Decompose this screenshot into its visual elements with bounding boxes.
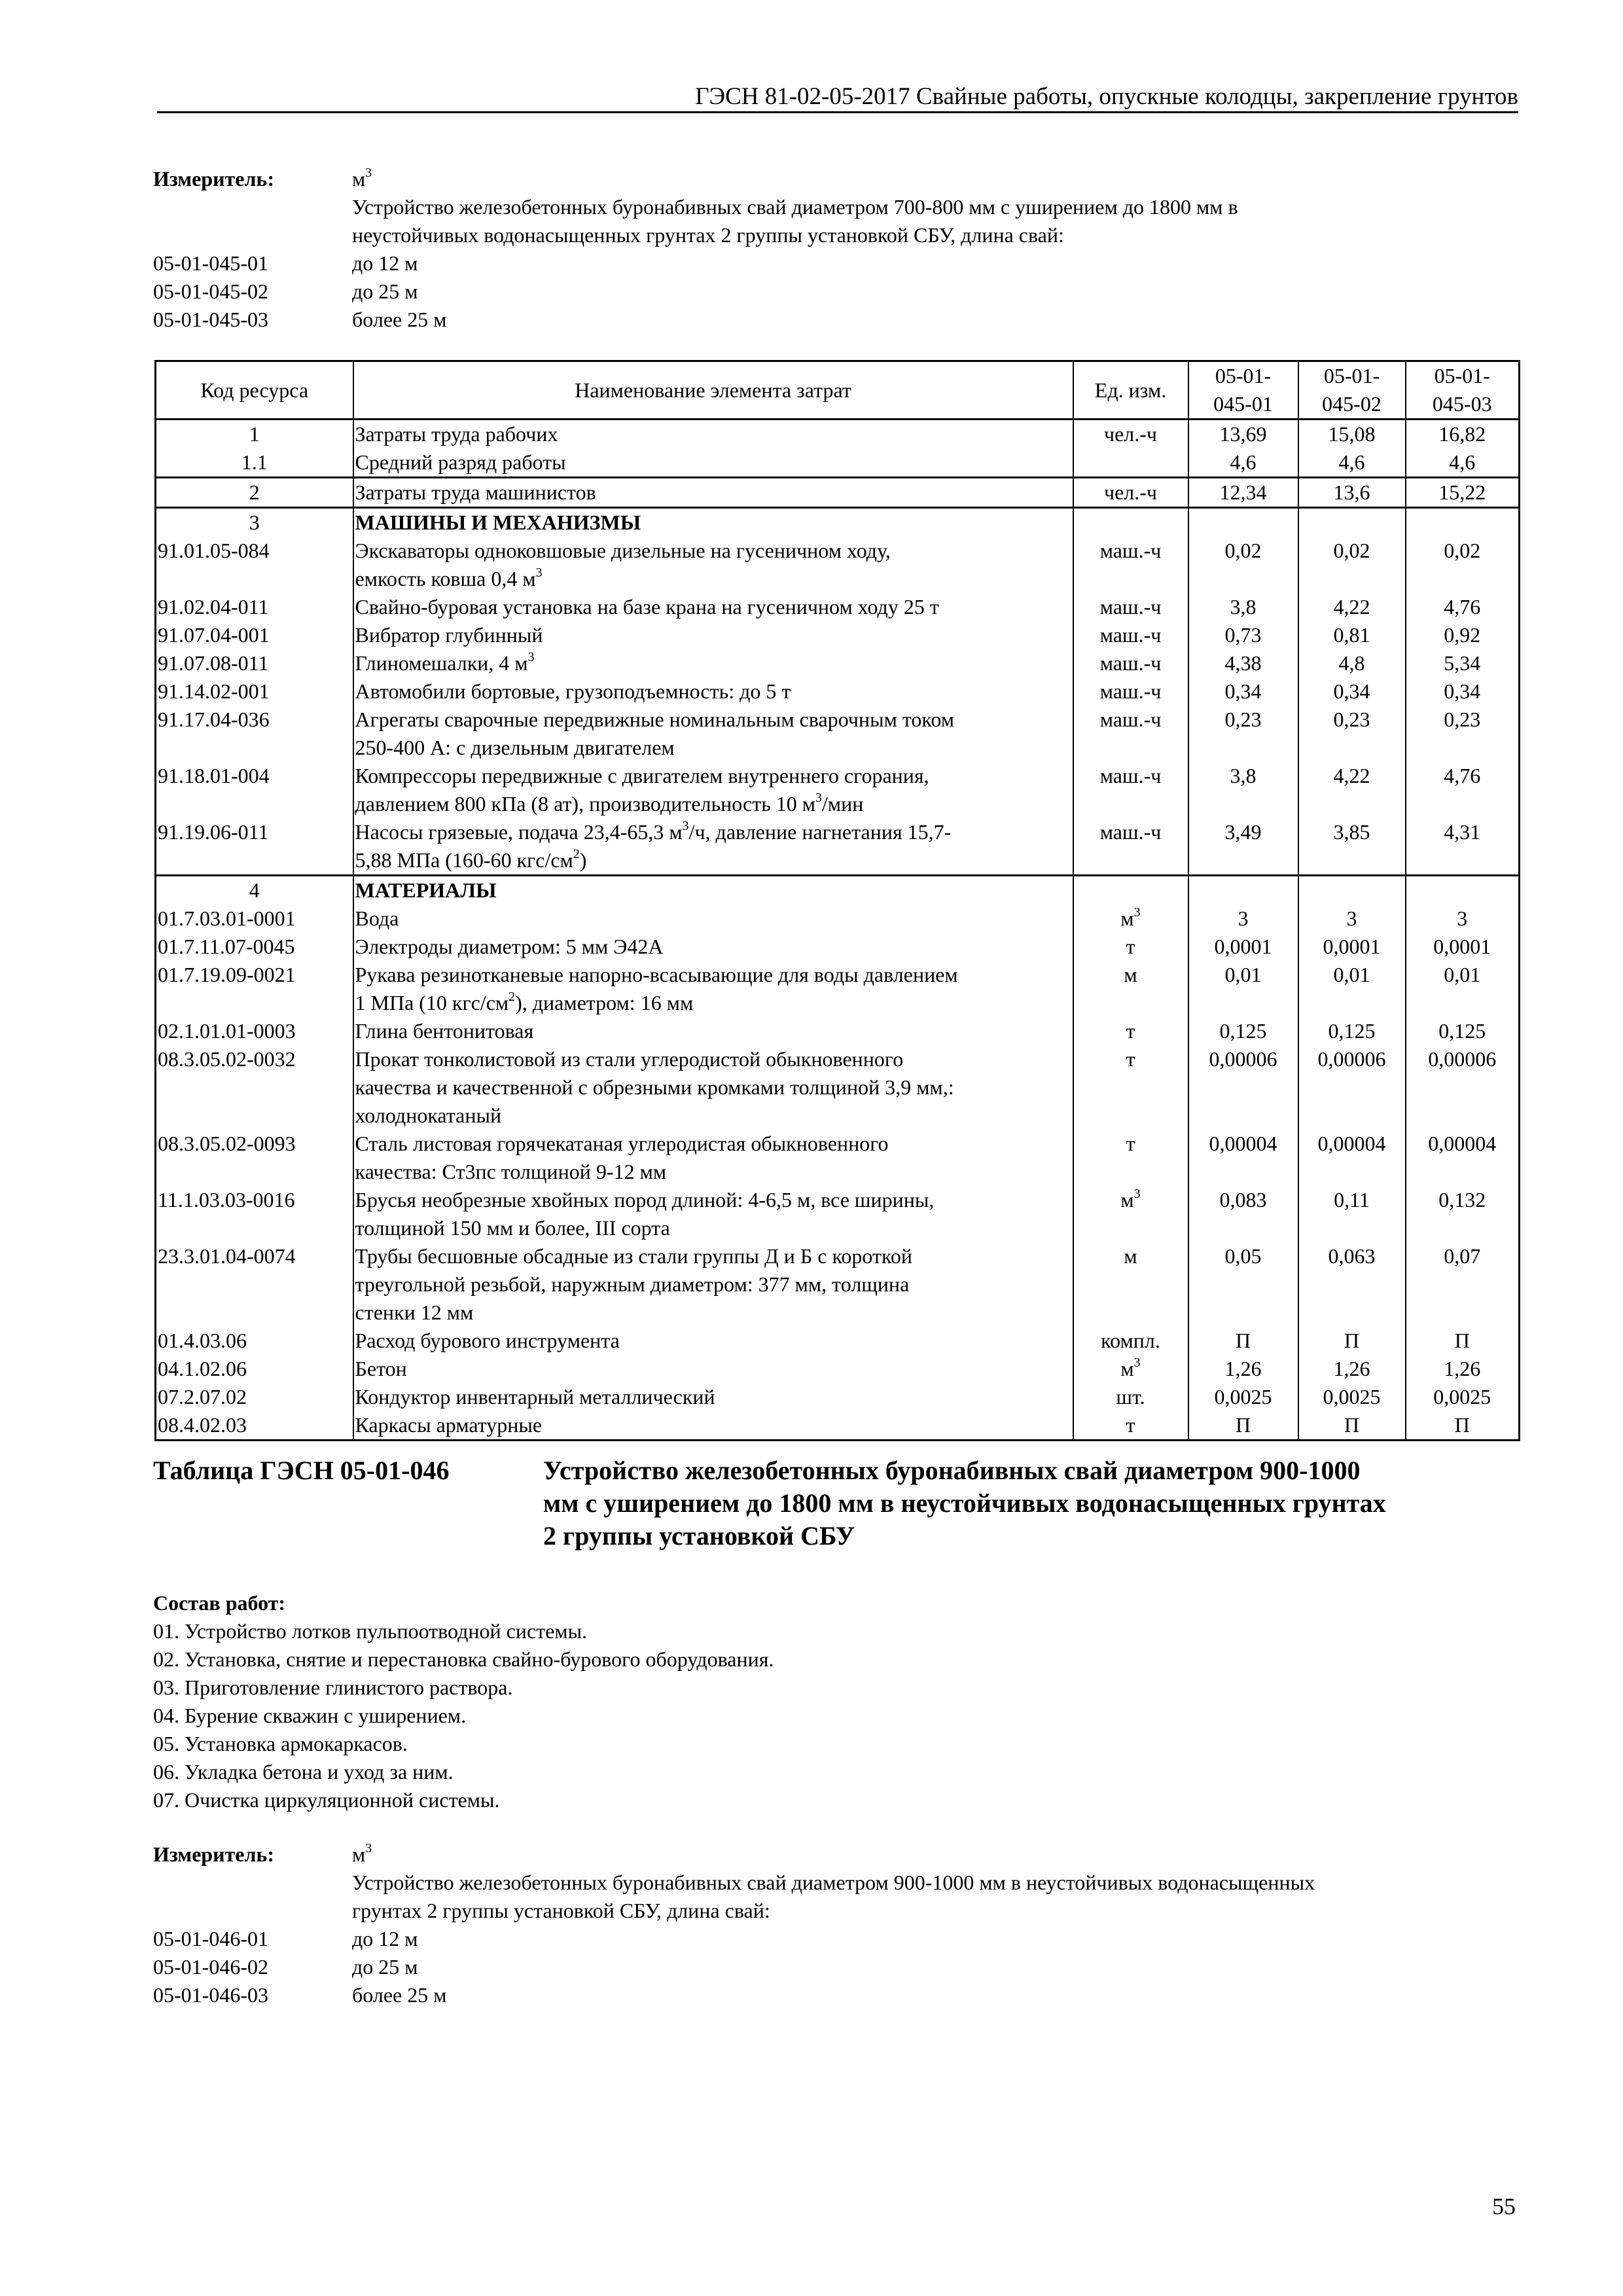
resource-unit: шт. bbox=[1073, 1383, 1188, 1411]
resource-unit: маш.-ч bbox=[1073, 621, 1188, 649]
measure-item-text: до 25 м bbox=[352, 279, 418, 303]
resource-value: 0,0025 bbox=[1406, 1383, 1520, 1411]
work-composition bbox=[153, 1589, 1518, 1814]
resource-unit bbox=[1073, 508, 1188, 537]
measure-item bbox=[153, 1981, 1518, 2009]
resource-name: Свайно-буровая установка на базе крана на гусеничном ходу 25 т bbox=[353, 593, 1073, 621]
resource-code: 91.19.06-011 bbox=[156, 818, 353, 876]
resource-unit: маш.-ч bbox=[1073, 818, 1188, 876]
measure-description-line: Устройство железобетонных буронабивных свай диаметром 900-1000 мм в неустойчивых водонасыщенных bbox=[352, 1871, 1315, 1894]
resource-code: 08.4.02.03 bbox=[156, 1411, 353, 1441]
resource-name: Насосы грязевые, подача 23,4-65,3 $м^3/ч$, давление нагнетания 15,7- 5,88 МПа (160-60 кгс/$см^2$) bbox=[353, 818, 1073, 876]
resource-value: 0,01 bbox=[1406, 961, 1520, 1017]
measure-unit: $м^3$ bbox=[352, 166, 372, 190]
table-row bbox=[156, 537, 1520, 593]
resource-code: 91.14.02-001 bbox=[156, 677, 353, 706]
resource-unit: т bbox=[1073, 1130, 1188, 1186]
resource-name: Расход бурового инструмента bbox=[353, 1327, 1073, 1355]
table-row bbox=[156, 649, 1520, 677]
resource-name: Средний разряд работы bbox=[353, 448, 1073, 478]
resource-value: 16,82 bbox=[1406, 420, 1520, 449]
resource-name: Автомобили бортовые, грузоподъемность: до 5 т bbox=[353, 677, 1073, 706]
resource-code: 01.7.03.01-0001 bbox=[156, 905, 353, 933]
resource-value: 0,02 bbox=[1188, 537, 1298, 593]
resource-unit: компл. bbox=[1073, 1327, 1188, 1355]
resource-value: 0,125 bbox=[1406, 1017, 1520, 1045]
resource-code: 01.4.03.06 bbox=[156, 1327, 353, 1355]
header-col-2: 05-01- 045-02 bbox=[1298, 361, 1406, 420]
resource-unit: маш.-ч bbox=[1073, 649, 1188, 677]
work-item: 04. Бурение скважин с уширением. bbox=[153, 1704, 467, 1727]
resource-unit: маш.-ч bbox=[1073, 706, 1188, 762]
resource-value: 3,85 bbox=[1298, 818, 1406, 876]
table-group-row bbox=[156, 876, 1520, 905]
resource-value: П bbox=[1188, 1327, 1298, 1355]
table-row bbox=[156, 1383, 1520, 1411]
resource-code: 91.18.01-004 bbox=[156, 762, 353, 818]
header-col-3: 05-01- 045-03 bbox=[1406, 361, 1520, 420]
resource-value: 1,26 bbox=[1298, 1355, 1406, 1383]
resource-value: 0,23 bbox=[1406, 706, 1520, 762]
table-row bbox=[156, 593, 1520, 621]
resource-name: Бетон bbox=[353, 1355, 1073, 1383]
resource-name: Агрегаты сварочные передвижные номинальным сварочным током 250-400 А: с дизельным двигателем bbox=[353, 706, 1073, 762]
resource-value: 0,00006 bbox=[1188, 1045, 1298, 1130]
measure-description-line: грунтах 2 группы установкой СБУ, длина свай: bbox=[352, 1899, 770, 1922]
resource-value: 15,22 bbox=[1406, 478, 1520, 508]
measure-item bbox=[153, 1925, 1518, 1953]
resource-value: 0,92 bbox=[1406, 621, 1520, 649]
measure-description-line: Устройство железобетонных буронабивных свай диаметром 700-800 мм с уширением до 1800 мм в bbox=[352, 195, 1238, 219]
resource-value: П bbox=[1298, 1411, 1406, 1441]
table-row bbox=[156, 961, 1520, 1017]
resource-value: 0,81 bbox=[1298, 621, 1406, 649]
resource-value: 4,31 bbox=[1406, 818, 1520, 876]
measure-item-code: 05-01-045-02 bbox=[153, 279, 268, 303]
table-row bbox=[156, 762, 1520, 818]
resource-value: П bbox=[1406, 1411, 1520, 1441]
resource-name: Прокат тонколистовой из стали углеродистой обыкновенного качества и качественной с обрезными кромками толщиной 3,9 мм,: холоднокатаный bbox=[353, 1045, 1073, 1130]
measure-item bbox=[153, 278, 1518, 306]
resource-value: 13,69 bbox=[1188, 420, 1298, 449]
measure-label: Измеритель: bbox=[153, 1842, 274, 1866]
measure-item-text: до 25 м bbox=[352, 1955, 418, 1979]
resource-unit: т bbox=[1073, 1045, 1188, 1130]
resource-value: 0,05 bbox=[1188, 1242, 1298, 1327]
resource-value: 5,34 bbox=[1406, 649, 1520, 677]
table-row bbox=[156, 448, 1520, 478]
measure-unit-row bbox=[153, 165, 1518, 193]
resource-value bbox=[1298, 508, 1406, 537]
work-item: 06. Укладка бетона и уход за ним. bbox=[153, 1760, 454, 1784]
table-row bbox=[156, 1186, 1520, 1242]
resource-unit: маш.-ч bbox=[1073, 677, 1188, 706]
resource-code: 91.07.08-011 bbox=[156, 649, 353, 677]
measure-item bbox=[153, 249, 1518, 278]
measure-item-text: до 12 м bbox=[352, 1927, 418, 1950]
resource-value: 0,00004 bbox=[1298, 1130, 1406, 1186]
page-header bbox=[157, 77, 1518, 113]
resource-code: 08.3.05.02-0093 bbox=[156, 1130, 353, 1186]
table-row bbox=[156, 1411, 1520, 1441]
resource-value: 0,02 bbox=[1406, 537, 1520, 593]
resource-unit: маш.-ч bbox=[1073, 537, 1188, 593]
resource-value: 12,34 bbox=[1188, 478, 1298, 508]
resource-name: МАТЕРИАЛЫ bbox=[353, 876, 1073, 905]
resource-value: 0,11 bbox=[1298, 1186, 1406, 1242]
table-group-row bbox=[156, 508, 1520, 537]
resource-value: 0,23 bbox=[1188, 706, 1298, 762]
resource-value: П bbox=[1298, 1327, 1406, 1355]
resource-value: 3,49 bbox=[1188, 818, 1298, 876]
resource-value: 15,08 bbox=[1298, 420, 1406, 449]
resource-name: Затраты труда машинистов bbox=[353, 478, 1073, 508]
resource-code: 2 bbox=[156, 478, 353, 508]
table-title-text: Устройство железобетонных буронабивных свай диаметром 900-1000 мм с уширением до 1800 мм в неустойчивых водонасыщенных грунтах 2 группы установкой СБУ bbox=[543, 1456, 1386, 1551]
measure-label: Измеритель: bbox=[153, 167, 274, 190]
resource-value: 3 bbox=[1406, 905, 1520, 933]
measure-item bbox=[153, 306, 1518, 334]
resource-value: 0,132 bbox=[1406, 1186, 1520, 1242]
table-row bbox=[156, 1242, 1520, 1327]
measure-item-code: 05-01-045-03 bbox=[153, 308, 268, 331]
table-row bbox=[156, 1130, 1520, 1186]
resource-unit bbox=[1073, 876, 1188, 905]
resource-value: 0,063 bbox=[1298, 1242, 1406, 1327]
measure-unit-row bbox=[153, 1840, 1518, 1869]
header-title: ГЭСН 81-02-05-2017 Свайные работы, опускные колодцы, закрепление грунтов bbox=[695, 83, 1518, 110]
resource-value: П bbox=[1406, 1327, 1520, 1355]
resource-value: 0,0001 bbox=[1188, 933, 1298, 961]
resource-value: 0,02 bbox=[1298, 537, 1406, 593]
resource-code: 01.7.11.07-0045 bbox=[156, 933, 353, 961]
resource-value: 0,34 bbox=[1406, 677, 1520, 706]
resource-unit bbox=[1073, 448, 1188, 478]
resource-value: 0,083 bbox=[1188, 1186, 1298, 1242]
resource-code: 08.3.05.02-0032 bbox=[156, 1045, 353, 1130]
resource-value: 0,73 bbox=[1188, 621, 1298, 649]
table-row bbox=[156, 621, 1520, 649]
resource-unit: т bbox=[1073, 933, 1188, 961]
resource-name: Рукава резинотканевые напорно-всасывающие для воды давлением 1 МПа (10 кгс/$см^2$), диаметром: 16 мм bbox=[353, 961, 1073, 1017]
resource-value: 0,00006 bbox=[1406, 1045, 1520, 1130]
resource-value: 0,34 bbox=[1298, 677, 1406, 706]
resource-value: 0,23 bbox=[1298, 706, 1406, 762]
table-row bbox=[156, 1327, 1520, 1355]
table-row bbox=[156, 905, 1520, 933]
resource-value: 1,26 bbox=[1406, 1355, 1520, 1383]
resource-value: 0,00004 bbox=[1406, 1130, 1520, 1186]
work-item: 05. Установка армокаркасов. bbox=[153, 1732, 408, 1755]
resource-value: 0,125 bbox=[1188, 1017, 1298, 1045]
resource-value: 4,22 bbox=[1298, 762, 1406, 818]
resource-name: Глина бентонитовая bbox=[353, 1017, 1073, 1045]
measure-item-code: 05-01-046-03 bbox=[153, 1983, 268, 2007]
resource-value: 3,8 bbox=[1188, 593, 1298, 621]
table-header-row bbox=[156, 361, 1520, 420]
work-label: Состав работ: bbox=[153, 1591, 286, 1615]
table-row bbox=[156, 420, 1520, 449]
resource-table bbox=[154, 360, 1520, 1441]
resource-name: Вибратор глубинный bbox=[353, 621, 1073, 649]
resource-value: 4,38 bbox=[1188, 649, 1298, 677]
resource-value: 4,6 bbox=[1298, 448, 1406, 478]
resource-name: Электроды диаметром: 5 мм Э42А bbox=[353, 933, 1073, 961]
measure-item bbox=[153, 1953, 1518, 1981]
resource-name: МАШИНЫ И МЕХАНИЗМЫ bbox=[353, 508, 1073, 537]
resource-value bbox=[1298, 876, 1406, 905]
resource-value: 3 bbox=[1188, 905, 1298, 933]
resource-code: 4 bbox=[156, 876, 353, 905]
table-row bbox=[156, 677, 1520, 706]
measure-block-1 bbox=[153, 165, 1518, 334]
table-row bbox=[156, 706, 1520, 762]
resource-value: 1,26 bbox=[1188, 1355, 1298, 1383]
resource-name: Вода bbox=[353, 905, 1073, 933]
measure-item-text: более 25 м bbox=[352, 308, 447, 331]
measure-item-text: до 12 м bbox=[352, 251, 418, 275]
resource-code: 07.2.07.02 bbox=[156, 1383, 353, 1411]
resource-code: 91.01.05-084 bbox=[156, 537, 353, 593]
resource-name: Компрессоры передвижные с двигателем внутреннего сгорания, давлением 800 кПа (8 ат), производительность 10 $м^3$/мин bbox=[353, 762, 1073, 818]
resource-value: 0,34 bbox=[1188, 677, 1298, 706]
resource-value: 4,6 bbox=[1406, 448, 1520, 478]
resource-name: Сталь листовая горячекатаная углеродистая обыкновенного качества: Ст3пс толщиной 9-12 мм bbox=[353, 1130, 1073, 1186]
resource-value: 0,0001 bbox=[1298, 933, 1406, 961]
resource-value: 0,0025 bbox=[1298, 1383, 1406, 1411]
resource-value bbox=[1406, 508, 1520, 537]
resource-unit: маш.-ч bbox=[1073, 593, 1188, 621]
resource-value: 0,01 bbox=[1298, 961, 1406, 1017]
resource-code: 3 bbox=[156, 508, 353, 537]
page-number: 55 bbox=[1492, 2193, 1516, 2219]
resource-code: 02.1.01.01-0003 bbox=[156, 1017, 353, 1045]
resource-code: 11.1.03.03-0016 bbox=[156, 1186, 353, 1242]
measure-item-code: 05-01-045-01 bbox=[153, 251, 268, 275]
resource-unit: маш.-ч bbox=[1073, 762, 1188, 818]
header-unit: Ед. изм. bbox=[1073, 361, 1188, 420]
resource-unit: чел.-ч bbox=[1073, 478, 1188, 508]
resource-value bbox=[1406, 876, 1520, 905]
resource-name: Брусья необрезные хвойных пород длиной: 4-6,5 м, все ширины, толщиной 150 мм и более, III сорта bbox=[353, 1186, 1073, 1242]
measure-item-code: 05-01-046-02 bbox=[153, 1955, 268, 1979]
resource-value: 3 bbox=[1298, 905, 1406, 933]
table-row bbox=[156, 818, 1520, 876]
resource-value: 0,00004 bbox=[1188, 1130, 1298, 1186]
resource-code: 91.17.04-036 bbox=[156, 706, 353, 762]
table-row bbox=[156, 1017, 1520, 1045]
resource-code: 1.1 bbox=[156, 448, 353, 478]
header-code: Код ресурса bbox=[156, 361, 353, 420]
resource-code: 91.07.04-001 bbox=[156, 621, 353, 649]
resource-code: 01.7.19.09-0021 bbox=[156, 961, 353, 1017]
resource-value: 0,125 bbox=[1298, 1017, 1406, 1045]
measure-unit: $м^3$ bbox=[352, 1841, 372, 1866]
resource-unit: $м^3$ bbox=[1073, 1186, 1188, 1242]
resource-value: 0,07 bbox=[1406, 1242, 1520, 1327]
resource-value: 0,0025 bbox=[1188, 1383, 1298, 1411]
resource-unit: $м^3$ bbox=[1073, 905, 1188, 933]
resource-unit: т bbox=[1073, 1411, 1188, 1441]
table-row bbox=[156, 1355, 1520, 1383]
resource-unit: м bbox=[1073, 961, 1188, 1017]
resource-value: 4,76 bbox=[1406, 762, 1520, 818]
work-item: 02. Установка, снятие и перестановка свайно-бурового оборудования. bbox=[153, 1647, 774, 1671]
resource-value: 0,00006 bbox=[1298, 1045, 1406, 1130]
resource-name: Экскаваторы одноковшовые дизельные на гусеничном ходу, емкость ковша 0,4 $м^3$ bbox=[353, 537, 1073, 593]
resource-value bbox=[1188, 876, 1298, 905]
resource-code: 91.02.04-011 bbox=[156, 593, 353, 621]
table-title-label: Таблица ГЭСН 05-01-046 bbox=[153, 1456, 450, 1485]
table-row bbox=[156, 1045, 1520, 1130]
resource-name: Трубы бесшовные обсадные из стали группы Д и Б с короткой треугольной резьбой, наружным диаметром: 377 мм, толщина стенки 12 мм bbox=[353, 1242, 1073, 1327]
header-name: Наименование элемента затрат bbox=[353, 361, 1073, 420]
work-item: 07. Очистка циркуляционной системы. bbox=[153, 1788, 500, 1812]
resource-code: 04.1.02.06 bbox=[156, 1355, 353, 1383]
work-item: 03. Приготовление глинистого раствора. bbox=[153, 1676, 513, 1699]
measure-description-line: неустойчивых водонасыщенных грунтах 2 группы установкой СБУ, длина свай: bbox=[352, 223, 1064, 247]
table-row bbox=[156, 478, 1520, 508]
resource-name: Каркасы арматурные bbox=[353, 1411, 1073, 1441]
resource-name: Глиномешалки, 4 $м^3$ bbox=[353, 649, 1073, 677]
measure-item-text: более 25 м bbox=[352, 1983, 447, 2007]
resource-code: 23.3.01.04-0074 bbox=[156, 1242, 353, 1327]
resource-name: Затраты труда рабочих bbox=[353, 420, 1073, 449]
resource-value: 0,01 bbox=[1188, 961, 1298, 1017]
resource-value: 4,22 bbox=[1298, 593, 1406, 621]
resource-value: 3,8 bbox=[1188, 762, 1298, 818]
resource-unit: м bbox=[1073, 1242, 1188, 1327]
table-row bbox=[156, 933, 1520, 961]
resource-unit: чел.-ч bbox=[1073, 420, 1188, 449]
resource-value: 4,8 bbox=[1298, 649, 1406, 677]
measure-item-code: 05-01-046-01 bbox=[153, 1927, 268, 1950]
header-col-1: 05-01- 045-01 bbox=[1188, 361, 1298, 420]
resource-value: П bbox=[1188, 1411, 1298, 1441]
table-body bbox=[156, 420, 1520, 1441]
resource-value: 13,6 bbox=[1298, 478, 1406, 508]
resource-value: 4,76 bbox=[1406, 593, 1520, 621]
resource-value: 4,6 bbox=[1188, 448, 1298, 478]
resource-name: Кондуктор инвентарный металлический bbox=[353, 1383, 1073, 1411]
measure-block-2 bbox=[153, 1840, 1518, 2009]
resource-value bbox=[1188, 508, 1298, 537]
work-item: 01. Устройство лотков пульпоотводной системы. bbox=[153, 1619, 588, 1643]
resource-unit: $м^3$ bbox=[1073, 1355, 1188, 1383]
resource-unit: т bbox=[1073, 1017, 1188, 1045]
resource-value: 0,0001 bbox=[1406, 933, 1520, 961]
resource-code: 1 bbox=[156, 420, 353, 449]
